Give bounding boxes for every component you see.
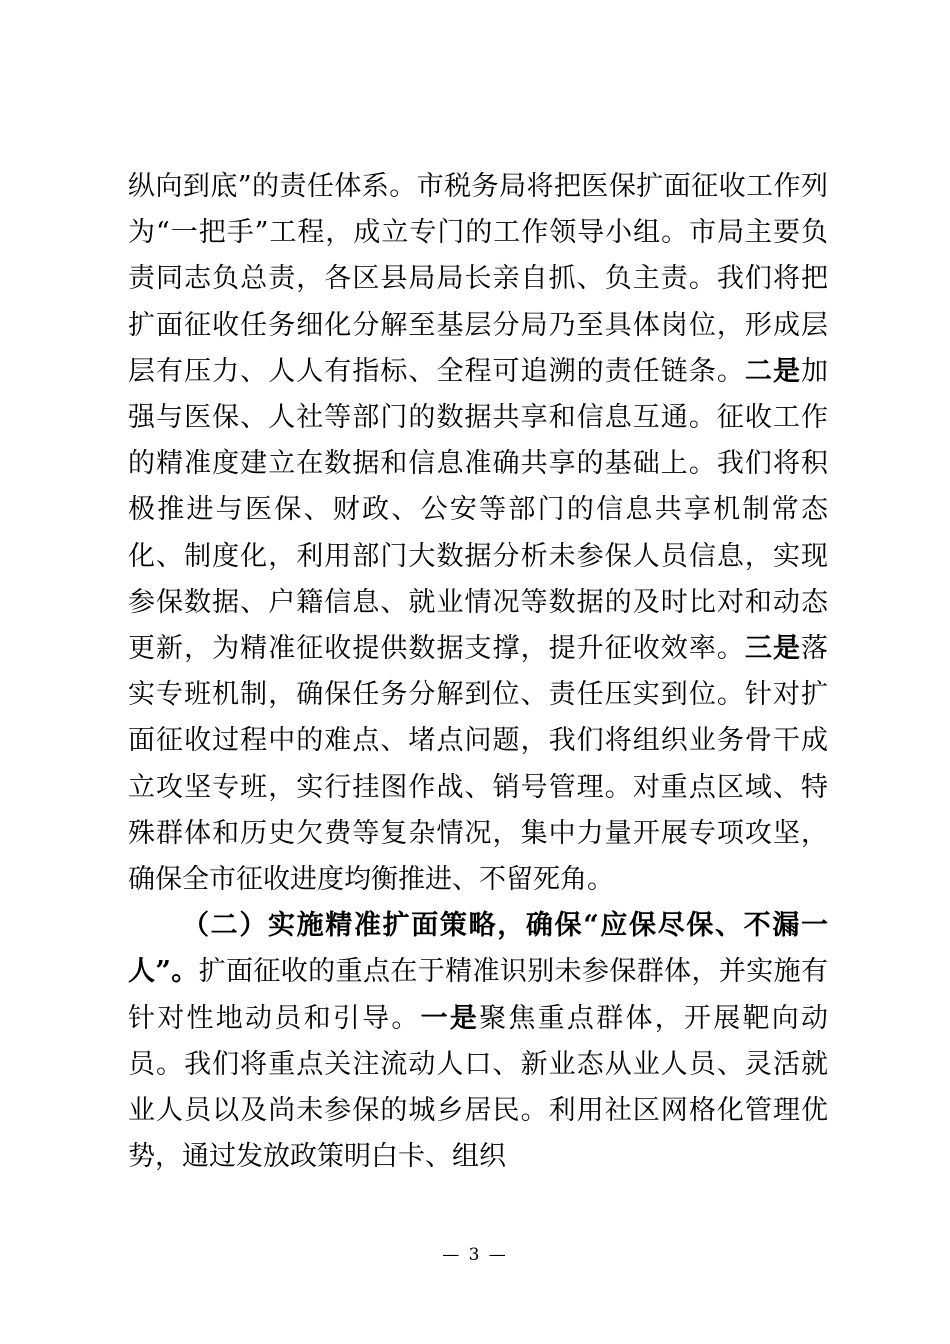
paragraph-sentence: 加强与医保、人社等部门的数据共享和信息互通。征收工作的精准度建立在数据和信息准确共享的基础上。我们将积极推进与医保、财政、公安等部门的信息共享机制常态化、制度化，利用部门大数据分析未参保人员信息，实现参保数据、户籍信息、就业情况等数据的及时比对和动态更新，为精准征收提供数据支撑，提升征收效率。 [128,355,829,665]
page-number: — 3 — [442,1245,508,1265]
paragraph-sentence: 扩面征收的重点在于精准识别未参保群体，并实施有针对性地动员和引导。 [128,956,829,1034]
paragraph-responsibility-system [128,164,828,903]
point-label-second: 二是 [744,355,802,387]
paragraph-sentence: 聚焦重点群体，开展靶向动员。我们将重点关注流动人口、新业态从业人员、灵活就业人员以及尚未参保的城乡居民。利用社区网格化管理优势，通过发放政策明白卡、组织 [128,1002,829,1173]
section-heading: （二）实施精准扩面策略，确保“应保尽保、不漏一人”。 [128,910,828,988]
point-label-third: 三是 [744,633,802,665]
paragraph-precise-expansion [128,903,828,1180]
point-label-first: 一是 [420,1002,480,1034]
paragraph-sentence: 落实专班机制，确保任务分解到位、责任压实到位。针对扩面征收过程中的难点、堵点问题，我们将组织业务骨干成立攻坚专班，实行挂图作战、销号管理。对重点区域、特殊群体和历史欠费等复杂情况，集中力量开展专项攻坚，确保全市征收进度均衡推进、不留死角。 [128,633,829,896]
paragraph-sentence: 纵向到底”的责任体系。市税务局将把医保扩面征收工作列为“一把手”工程，成立专门的工作领导小组。市局主要负责同志负总责，各区县局局长亲自抓、负主责。我们将把扩面征收任务细化分解至基层分局乃至具体岗位，形成层层有压力、人人有指标、全程可追溯的责任链条。 [128,171,828,387]
body-text [128,164,828,1180]
